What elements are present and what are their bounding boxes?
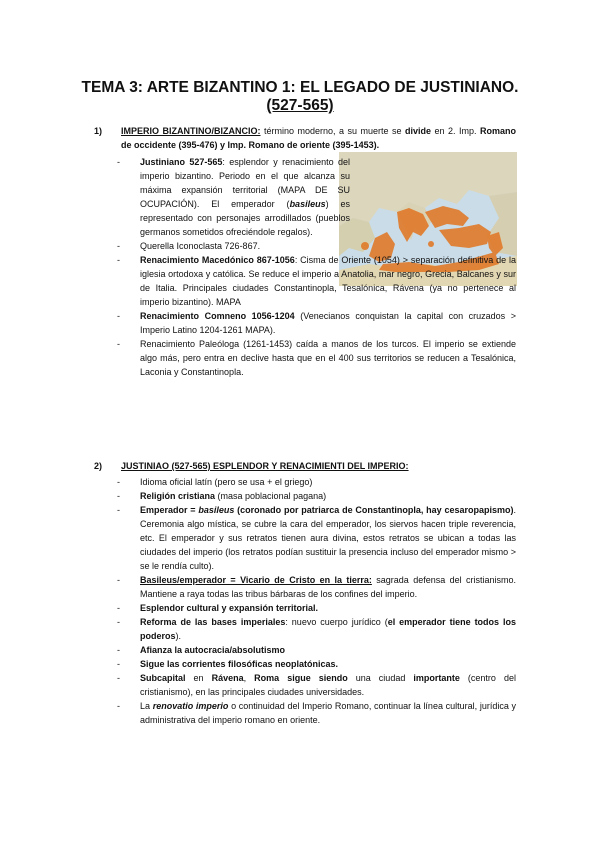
list-item — [117, 489, 516, 503]
item-text: : nuevo cuerpo jurídico ( — [285, 617, 388, 627]
section-2-number: 2) — [94, 461, 103, 471]
intro-text: en 2. Imp. — [431, 126, 481, 136]
section-2-heading-row — [94, 459, 516, 473]
item-heading: Rávena — [211, 673, 244, 683]
bullet: - — [117, 491, 120, 501]
item-heading: Reforma de las bases imperiales — [140, 617, 286, 627]
list-item — [117, 475, 516, 489]
list-item — [117, 671, 516, 699]
section-1-intro — [94, 124, 516, 152]
list-item — [117, 615, 516, 643]
list-item — [117, 643, 516, 657]
item-text: Renacimiento Paleóloga (1261-1453) caída a manos de los turcos. El imperio se extiende algo más, pero entra en declive hasta que en el 400 sus territorios se reducen a Tesalónica, Laconia y Constantinopla. — [140, 339, 516, 377]
list-item — [117, 699, 516, 727]
item-text: sagrada defensa del cristianismo. Mantiene a raya todas las tribus bárbaras de los confines del imperio. — [140, 575, 517, 599]
item-heading: Justiniano 527-565 — [140, 157, 223, 167]
item-heading: (coronado por patriarca de Constantinopla, hay cesaropapismo) — [234, 505, 514, 515]
list-item — [117, 573, 516, 601]
intro-text: término moderno, a su muerte se — [260, 126, 405, 136]
item-text: (masa poblacional pagana) — [215, 491, 327, 501]
item-text: . Ceremonia algo mística, se cubre la cara del emperador, los siervos hacen triple reverencia, etc. El emperador y sus retratos tienen aura divina, estos retratos se ubican a todas las ciudades del imperio (los retratos podían sustituir la presencia incluso del emperador mismo > se le rendía culto). — [140, 505, 516, 571]
bullet: - — [117, 157, 120, 167]
item-heading: Afianza la autocracia/absolutismo — [140, 645, 286, 655]
list-item — [117, 601, 516, 615]
bullet: - — [117, 505, 120, 515]
page-subtitle-dates: (527-565) — [266, 97, 334, 114]
item-text: , — [243, 673, 255, 683]
bullet: - — [117, 339, 120, 349]
item-text: (centro del cristianismo), en las principales ciudades universidades. — [140, 673, 516, 697]
item-heading: Religión cristiana — [140, 491, 216, 501]
item-heading: el emperador tiene todos los poderos — [140, 617, 517, 641]
item-heading: Esplendor cultural y expansión territorial. — [140, 603, 319, 613]
list-item-macedonico — [117, 253, 516, 309]
list-item — [117, 657, 516, 671]
item-heading: Renacimiento Macedónico 867-1056 — [140, 255, 295, 265]
list-item-querella — [117, 239, 516, 253]
bullet: - — [117, 311, 120, 321]
item-text: : esplendor y renacimiento del imperio bizantino. Periodo en el que alcanza su máxima expansión territorial (MAPA DE SU OCUPACIÓN). El emperador ( — [140, 157, 350, 209]
section-1-heading: IMPERIO BIZANTINO/BIZANCIO: — [121, 126, 261, 136]
bullet: - — [117, 255, 120, 265]
item-text: una ciudad — [347, 673, 414, 683]
bullet: - — [117, 575, 120, 585]
bullet: - — [117, 241, 120, 251]
item-heading: Roma sigue siendo — [254, 673, 348, 683]
intro-empires: Romano de occidente (395-476) y Imp. Romano de oriente (395-1453). — [121, 126, 517, 150]
bullet: - — [117, 645, 120, 655]
item-heading: Renacimiento Comneno 1056-1204 — [140, 311, 295, 321]
item-text: ). — [175, 631, 182, 641]
item-text: ) es representado con personajes arrodillados (pueblos germanos sometidos ofreciéndole regalos). — [140, 199, 350, 237]
section-2-list — [117, 475, 516, 727]
list-item-paleologa — [117, 337, 516, 379]
list-item-comneno — [117, 309, 516, 337]
bullet: - — [117, 659, 120, 669]
item-text: Querella Iconoclasta 726-867. — [140, 241, 261, 251]
bullet: - — [117, 617, 120, 627]
item-heading: Sigue las corrientes filosóficas neoplatónicas. — [140, 659, 339, 669]
item-term: basileus — [198, 505, 235, 515]
item-heading: Subcapital — [140, 673, 186, 683]
section-1-number: 1) — [94, 126, 103, 136]
item-heading: Basileus/emperador = Vicario de Cristo en la tierra: — [140, 575, 372, 585]
list-item-justiniano — [117, 155, 516, 239]
item-text: Idioma oficial latín (pero se usa + el griego) — [140, 477, 313, 487]
item-text: : Cisma de Oriente (1054) > separación definitiva de la iglesia ortodoxa y católica. Se reduce el imperio a Anatolia, mar negro, Grecia, Balcanes y sur de Italia. Principales ciudades Constantinopla, Tesalónica, Rávena (ya no pertenece al imperio bizantino). MAPA — [140, 255, 517, 307]
item-heading: importante — [413, 673, 460, 683]
bullet: - — [117, 701, 120, 711]
item-text: o continuidad del Imperio Romano, continuar la línea cultural, jurídica y administrativa del imperio romano en oriente. — [140, 701, 517, 725]
intro-divide: divide — [405, 126, 432, 136]
bullet: - — [117, 673, 120, 683]
bullet: - — [117, 477, 120, 487]
section-1-list — [117, 155, 516, 379]
item-term: basileus — [289, 199, 326, 209]
item-heading: Emperador = — [140, 505, 199, 515]
item-text: en — [185, 673, 212, 683]
item-text: La — [140, 701, 153, 711]
bullet: - — [117, 603, 120, 613]
item-text: (Venecianos conquistan la capital con cruzados > Imperio Latino 1204-1261 MAPA). — [140, 311, 516, 335]
page-title: TEMA 3: ARTE BIZANTINO 1: EL LEGADO DE JUSTINIANO. — [81, 79, 519, 96]
section-2-heading: JUSTINIAO (527-565) ESPLENDOR Y RENACIMIENTI DEL IMPERIO: — [121, 461, 409, 471]
list-item — [117, 503, 516, 573]
item-term: renovatio imperio — [152, 701, 229, 711]
